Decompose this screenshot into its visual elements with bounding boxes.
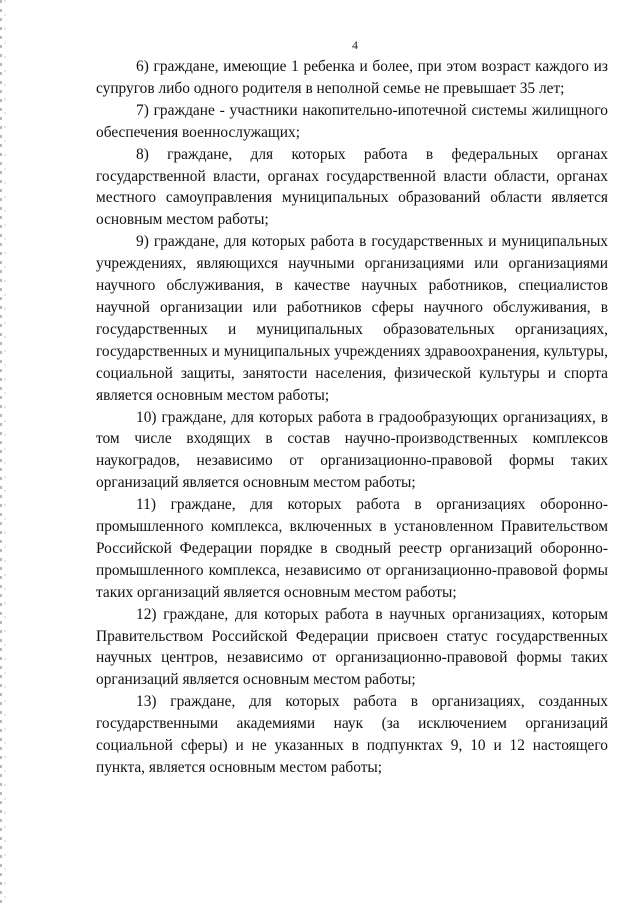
paragraph-item-10: 10) граждане, для которых работа в градообразующих организациях, в том числе входящих в состав научно-производственных комплексов наукоградов, независимо от организационно-правовой формы таких организаций является основным местом работы; bbox=[96, 408, 608, 492]
paragraph-item-11: 11) граждане, для которых работа в организациях оборонно-промышленного комплекса, включенных в установленном Правительством Российской Федерации порядке в сводный реестр организаций оборонно-промышленного комплекса, независимо от организационно-правовой формы таких организаций является основным местом работы; bbox=[96, 496, 608, 601]
paragraph-item-6: 6) граждане, имеющие 1 ребенка и более, при этом возраст каждого из супругов либо одного родителя в неполной семье не превышает 35 лет; bbox=[96, 58, 608, 97]
paragraph-item-13: 13) граждане, для которых работа в организациях, созданных государственными академиями наук (за исключением организаций социальной сферы) и не указанных в подпунктах 9, 10 и 12 настоящего пункта, является основным местом работы; bbox=[96, 693, 608, 776]
paragraph-item-8: 8) граждане, для которых работа в федеральных органах государственной власти, органах государственной власти области, органах местного самоуправления муниципальных образований области является основным местом работы; bbox=[96, 145, 608, 229]
document-body bbox=[96, 56, 608, 779]
page-number: 4 bbox=[352, 38, 358, 52]
scan-edge-line bbox=[0, 0, 2, 905]
paragraph-item-12: 12) граждане, для которых работа в научных организациях, которым Правительством Российской Федерации присвоен статус государственных научных центров, независимо от организационно-правовой формы таких организаций является основным местом работы; bbox=[96, 605, 608, 689]
scan-edge-line-faint bbox=[4, 0, 6, 905]
paragraph-item-9: 9) граждане, для которых работа в государственных и муниципальных учреждениях, являющихся научными организациями или организациями научного обслуживания, в качестве научных работников, специалистов научной организации или работников сферы научного обслуживания, в государственных и муниципальных образовательных организациях, государственных и муниципальных учреждениях здравоохранения, культуры, социальной защиты, занятости населения, физической культуры и спорта является основным местом работы; bbox=[96, 233, 608, 404]
paragraph-item-7: 7) граждане - участники накопительно-ипотечной системы жилищного обеспечения военнослужащих; bbox=[96, 101, 608, 141]
